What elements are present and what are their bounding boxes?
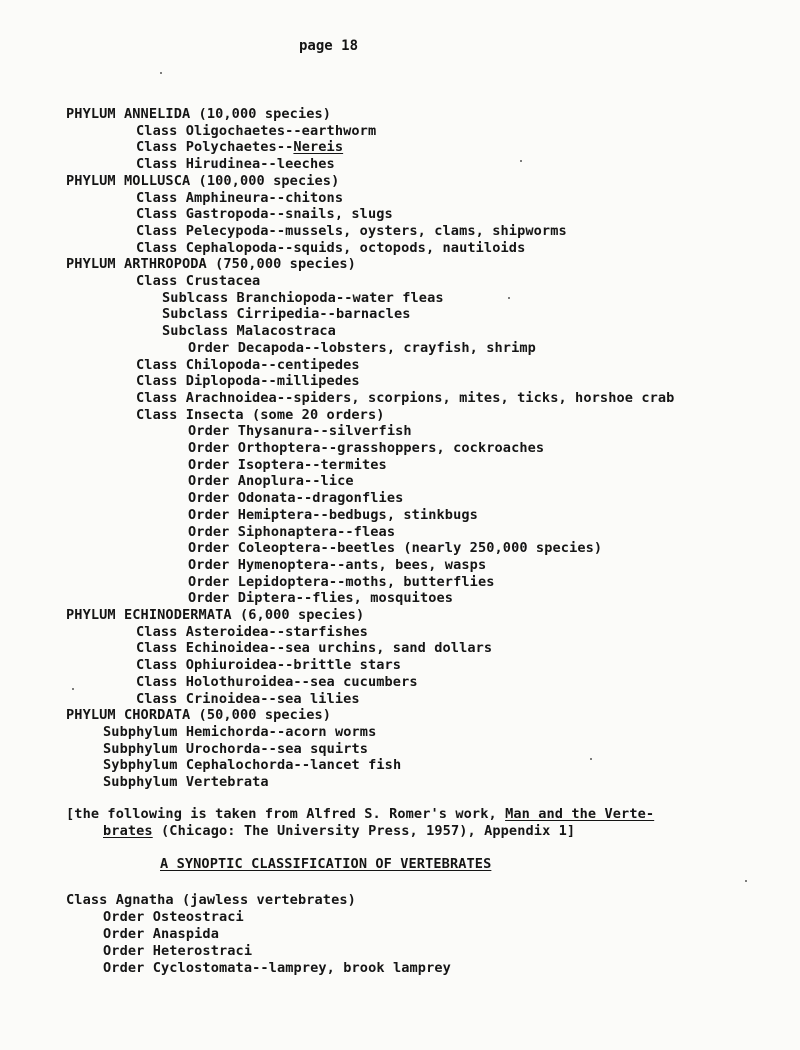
- taxon-text: Class Asteroidea--starfishes: [136, 623, 368, 640]
- citation-line-1: [66, 806, 654, 822]
- taxon-line: [188, 524, 395, 540]
- taxon-text: PHYLUM ANNELIDA (10,000 species): [66, 106, 332, 122]
- taxon-text: Order Diptera--flies, mosquitoes: [188, 590, 454, 607]
- taxon-text: Order Thysanura--silverfish: [188, 423, 412, 440]
- taxon-text: PHYLUM CHORDATA (50,000 species): [66, 707, 332, 724]
- taxon-line: [136, 190, 343, 206]
- taxon-line: [162, 323, 336, 339]
- taxon-text: Sybphylum Cephalochorda--lancet fish: [103, 757, 402, 774]
- taxon-text: Class Amphineura--chitons: [136, 189, 344, 206]
- citation-line-2: [103, 823, 575, 839]
- taxon-text: Order Siphonaptera--fleas: [188, 523, 396, 540]
- taxon-line: [188, 423, 412, 439]
- taxon-text: Class Ophiuroidea--brittle stars: [136, 657, 402, 674]
- taxon-text: Subphylum Urochorda--sea squirts: [103, 740, 369, 757]
- taxon-line: [188, 540, 602, 556]
- taxon-line: [136, 657, 401, 673]
- taxon-line: [136, 273, 260, 289]
- section-heading: A SYNOPTIC CLASSIFICATION OF VERTEBRATES: [160, 856, 492, 872]
- taxon-line: [66, 173, 339, 189]
- taxon-text: Class Polychaetes--: [136, 139, 294, 156]
- taxon-text: Order Hymenoptera--ants, bees, wasps: [188, 556, 487, 573]
- taxon-line: [103, 724, 376, 740]
- taxon-text: Subclass Malacostraca: [162, 323, 336, 340]
- taxon-line: [188, 473, 354, 489]
- taxon-text: Subphylum Vertebrata: [103, 774, 269, 790]
- taxon-line: [188, 557, 486, 573]
- taxon-text: Class Crinoidea--sea lilies: [136, 690, 360, 707]
- taxon-text: Class Echinoidea--sea urchins, sand dollars: [136, 640, 493, 657]
- taxon-text: Order Odonata--dragonflies: [188, 490, 404, 507]
- taxon-text: Class Holothuroidea--sea cucumbers: [136, 673, 418, 690]
- taxon-text: Sublcass Branchiopoda--water fleas: [162, 289, 444, 306]
- taxon-text: Order Hemiptera--bedbugs, stinkbugs: [188, 506, 478, 523]
- taxon-text: Order Decapoda--lobsters, crayfish, shrimp: [188, 339, 536, 356]
- scan-speck: [160, 72, 162, 74]
- taxon-line: [136, 407, 385, 423]
- taxon-line: [136, 624, 368, 640]
- taxon-text: PHYLUM ARTHROPODA (750,000 species): [66, 256, 356, 273]
- taxon-text: Order Lepidoptera--moths, butterflies: [188, 573, 495, 590]
- taxon-line: [188, 574, 495, 590]
- taxon-line: [66, 256, 356, 272]
- vertebrate-line: Order Heterostraci: [103, 943, 253, 959]
- taxon-text: Class Crustacea: [136, 273, 261, 289]
- taxon-line: [188, 590, 453, 606]
- taxon-line: [162, 306, 411, 322]
- taxon-line: [136, 223, 567, 239]
- book-title-part-1: Man and the Verte-: [505, 806, 655, 822]
- scan-speck: [520, 160, 522, 162]
- genus-name: Nereis: [293, 139, 344, 156]
- taxon-text: Class Pelecypoda--mussels, oysters, clams, shipworms: [136, 222, 567, 239]
- page-number: page 18: [299, 38, 359, 54]
- taxon-text: Class Chilopoda--centipedes: [136, 356, 360, 373]
- taxon-line: [136, 674, 418, 690]
- vertebrate-line: Class Agnatha (jawless vertebrates): [66, 892, 356, 908]
- taxon-text: Order Isoptera--termites: [188, 456, 387, 473]
- taxon-text: Class Diplopoda--millipedes: [136, 373, 360, 390]
- vertebrate-line: Order Osteostraci: [103, 909, 244, 925]
- taxon-line: [188, 490, 403, 506]
- taxon-text: Order Orthoptera--grasshoppers, cockroaches: [188, 440, 545, 456]
- taxon-line: [136, 206, 393, 222]
- taxon-line: [136, 373, 360, 389]
- vertebrate-line: Order Cyclostomata--lamprey, brook lamprey: [103, 960, 451, 976]
- taxon-text: PHYLUM ECHINODERMATA (6,000 species): [66, 607, 365, 623]
- taxon-text: Class Cephalopoda--squids, octopods, nautiloids: [136, 239, 526, 256]
- taxon-line: [188, 440, 544, 456]
- taxon-line: [188, 340, 536, 356]
- taxon-line: [188, 507, 478, 523]
- citation-text-2: (Chicago: The University Press, 1957), Appendix 1]: [152, 823, 576, 839]
- scan-speck: [72, 688, 74, 690]
- taxon-line: [136, 240, 525, 256]
- taxon-line: [136, 139, 343, 155]
- taxon-text: Order Anoplura--lice: [188, 473, 354, 490]
- taxon-text: Class Hirudinea--leeches: [136, 156, 335, 173]
- scan-speck: [508, 297, 510, 299]
- taxon-line: [136, 357, 360, 373]
- taxon-line: [103, 774, 269, 790]
- taxon-line: [103, 741, 368, 757]
- taxon-line: [136, 123, 376, 139]
- taxon-line: [136, 390, 674, 406]
- scan-speck: [590, 758, 592, 760]
- vertebrate-line: Order Anaspida: [103, 926, 219, 942]
- taxon-text: Class Arachnoidea--spiders, scorpions, mites, ticks, horshoe crab: [136, 389, 675, 406]
- taxon-line: [162, 290, 444, 306]
- taxon-line: [66, 707, 331, 723]
- taxon-text: PHYLUM MOLLUSCA (100,000 species): [66, 172, 340, 189]
- citation-text: [the following is taken from Alfred S. Romer's work,: [66, 806, 506, 822]
- taxon-line: [66, 106, 331, 122]
- taxon-line: [103, 757, 401, 773]
- scan-speck: [745, 880, 747, 882]
- taxon-text: Subclass Cirripedia--barnacles: [162, 306, 411, 323]
- taxon-text: Subphylum Hemichorda--acorn worms: [103, 723, 377, 740]
- taxon-text: Order Coleoptera--beetles (nearly 250,000 species): [188, 540, 603, 557]
- taxon-text: Class Gastropoda--snails, slugs: [136, 206, 393, 223]
- taxon-line: [188, 457, 387, 473]
- taxon-line: [66, 607, 364, 623]
- taxon-text: Class Oligochaetes--earthworm: [136, 122, 377, 139]
- taxon-line: [136, 691, 360, 707]
- taxon-text: Class Insecta (some 20 orders): [136, 406, 385, 423]
- taxon-line: [136, 640, 492, 656]
- book-title-part-2: brates: [103, 823, 153, 839]
- taxon-line: [136, 156, 335, 172]
